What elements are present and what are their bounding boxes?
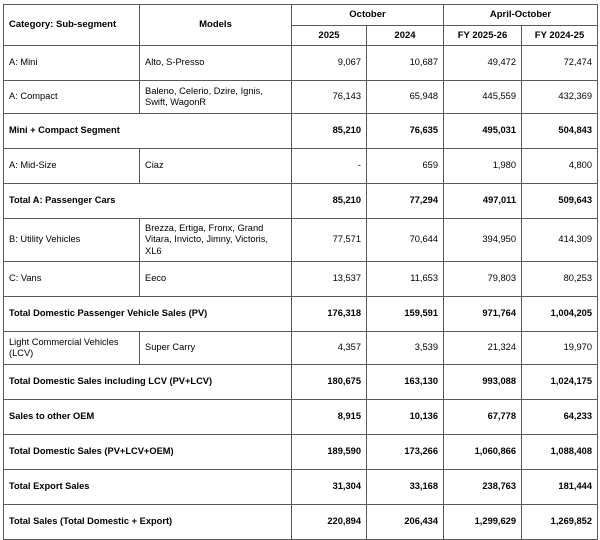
row-value: 85,210 [292,184,367,219]
vehicle-sales-table [3,4,598,540]
row-value: 220,894 [292,505,367,540]
row-value: 509,643 [522,184,598,219]
row-models: Eeco [140,262,292,297]
row-value: 181,444 [522,470,598,505]
table-row [4,149,598,184]
row-models: Super Carry [140,332,292,365]
table-row [4,365,598,400]
row-value: 64,233 [522,400,598,435]
row-value: 76,143 [292,81,367,114]
row-value: 1,269,852 [522,505,598,540]
row-value: 1,299,629 [444,505,522,540]
row-models: Alto, S-Presso [140,46,292,81]
row-value: 72,474 [522,46,598,81]
row-value: 77,571 [292,219,367,262]
table-row [4,46,598,81]
row-value: 31,304 [292,470,367,505]
row-label: Total Export Sales [4,470,292,505]
header-col-2024: 2024 [367,25,444,46]
row-value: 4,357 [292,332,367,365]
row-value: 432,369 [522,81,598,114]
row-value: 445,559 [444,81,522,114]
row-value: 504,843 [522,114,598,149]
row-value: 1,004,205 [522,297,598,332]
row-value: 4,800 [522,149,598,184]
header-row-groups [4,5,598,26]
table-row [4,184,598,219]
row-value: 77,294 [367,184,444,219]
row-label: Total A: Passenger Cars [4,184,292,219]
table-row [4,262,598,297]
row-value: 1,024,175 [522,365,598,400]
header-col-fy-2025-26: FY 2025-26 [444,25,522,46]
row-value: 659 [367,149,444,184]
table-row [4,332,598,365]
table-body [4,46,598,540]
row-label: Total Domestic Sales including LCV (PV+LCV) [4,365,292,400]
row-value: 180,675 [292,365,367,400]
row-value: 176,318 [292,297,367,332]
table-row [4,435,598,470]
row-value: 3,539 [367,332,444,365]
table-header [4,5,598,46]
table-row [4,81,598,114]
table-row [4,400,598,435]
row-value: 21,324 [444,332,522,365]
row-value: 971,764 [444,297,522,332]
row-value: 11,653 [367,262,444,297]
row-value: 414,309 [522,219,598,262]
row-value: 1,088,408 [522,435,598,470]
row-value: 33,168 [367,470,444,505]
header-category-subsegment: Category: Sub-segment [4,5,140,46]
row-label: Total Domestic Sales (PV+LCV+OEM) [4,435,292,470]
row-models: Brezza, Ertiga, Fronx, Grand Vitara, Invicto, Jimny, Victoris, XL6 [140,219,292,262]
row-value: 65,948 [367,81,444,114]
header-group-april-october: April-October [444,5,598,26]
table-row [4,114,598,149]
row-value: 206,434 [367,505,444,540]
table-row [4,219,598,262]
row-value: 497,011 [444,184,522,219]
row-models: Ciaz [140,149,292,184]
row-value: 394,950 [444,219,522,262]
row-value: 159,591 [367,297,444,332]
row-category: B: Utility Vehicles [4,219,140,262]
row-category: A: Mini [4,46,140,81]
row-value: 79,803 [444,262,522,297]
row-label: Sales to other OEM [4,400,292,435]
table-row [4,505,598,540]
row-value: 189,590 [292,435,367,470]
row-models: Baleno, Celerio, Dzire, Ignis, Swift, WagonR [140,81,292,114]
header-group-october: October [292,5,444,26]
header-col-fy-2024-25: FY 2024-25 [522,25,598,46]
row-value: - [292,149,367,184]
row-value: 495,031 [444,114,522,149]
row-value: 80,253 [522,262,598,297]
row-value: 8,915 [292,400,367,435]
row-category: A: Compact [4,81,140,114]
row-value: 10,687 [367,46,444,81]
header-col-2025: 2025 [292,25,367,46]
row-value: 1,060,866 [444,435,522,470]
row-value: 67,778 [444,400,522,435]
row-value: 238,763 [444,470,522,505]
row-category: A: Mid-Size [4,149,140,184]
row-label: Mini + Compact Segment [4,114,292,149]
row-value: 163,130 [367,365,444,400]
row-value: 19,970 [522,332,598,365]
row-value: 13,537 [292,262,367,297]
row-value: 70,644 [367,219,444,262]
row-value: 173,266 [367,435,444,470]
row-value: 49,472 [444,46,522,81]
row-value: 993,088 [444,365,522,400]
table-row [4,297,598,332]
row-value: 9,067 [292,46,367,81]
row-value: 76,635 [367,114,444,149]
row-value: 1,980 [444,149,522,184]
row-value: 85,210 [292,114,367,149]
table-row [4,470,598,505]
header-models: Models [140,5,292,46]
row-label: Total Sales (Total Domestic + Export) [4,505,292,540]
row-value: 10,136 [367,400,444,435]
row-label: Total Domestic Passenger Vehicle Sales (PV) [4,297,292,332]
row-category: Light Commercial Vehicles (LCV) [4,332,140,365]
row-category: C: Vans [4,262,140,297]
